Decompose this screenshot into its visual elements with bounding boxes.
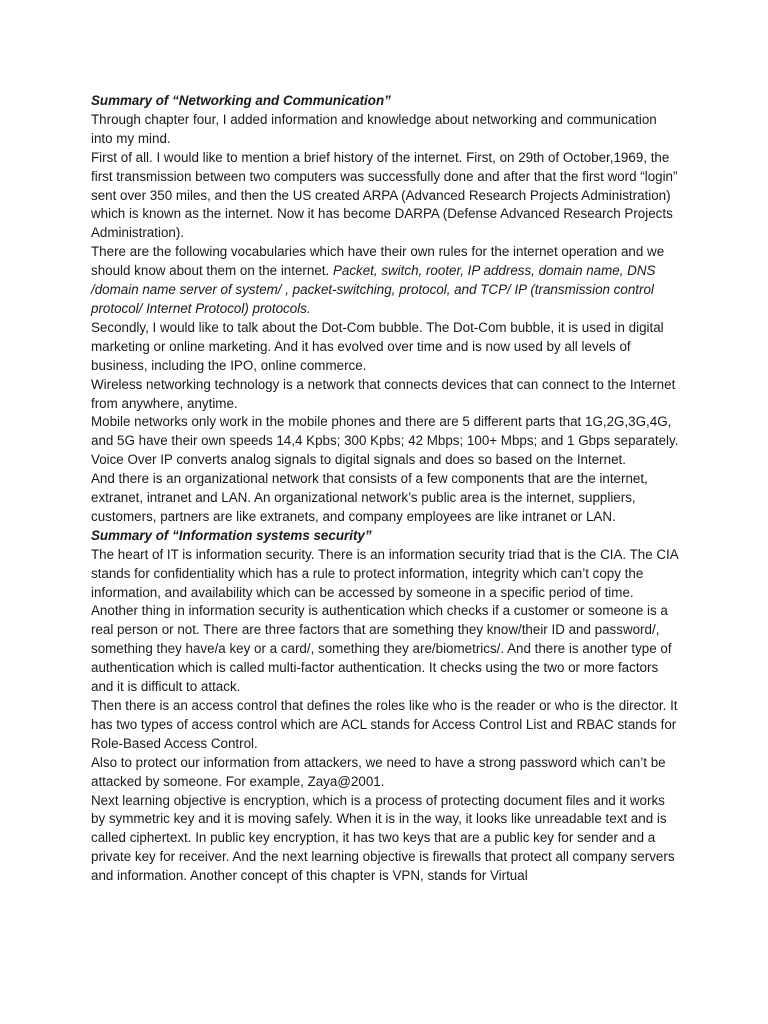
paragraph: Secondly, I would like to talk about the Dot-Com bubble. The Dot-Com bubble, it is used in digital marketing or online marketing. And it has evolved over time and is now used by all levels of business, including the IPO, online commerce.: [91, 319, 664, 373]
paragraph: Then there is an access control that defines the roles like who is the reader or who is the director. It has two types of access control which are ACL stands for Access Control List and RBAC stands for Role-Based Access Control.: [91, 698, 678, 751]
paragraph: Next learning objective is encryption, which is a process of protecting document files and it works by symmetric key and it is moving safely. When it is in the way, it looks like unreadable text and is called ciphertext. In public key encryption, it has two keys that are a public key for sender and a private key for receiver. And the next learning objective is firewalls that protect all company servers and information. Another concept of this chapter is VPN, stands for Virtual: [91, 792, 675, 884]
paragraph: First of all. I would like to mention a brief history of the internet. First, on 29th of October,1969, the first transmission between two computers was successfully done and after that the first word “login” sent over 350 miles, and then the US created ARPA (Advanced Research Projects Administration) which is known as the internet. Now it has become DARPA (Defense Advanced Research Projects Administration).: [91, 149, 678, 241]
section-heading-security: Summary of “Information systems security”: [91, 527, 372, 543]
paragraph: Also to protect our information from attackers, we need to have a strong password which can’t be attacked by someone. For example, Zaya@2001.: [91, 754, 666, 789]
paragraph-text: There are the following vocabularies which have their own rules for the internet operation and we should know about them on the internet.: [91, 244, 665, 279]
paragraph: Another thing in information security is authentication which checks if a customer or someone is a real person or not. There are three factors that are something they know/their ID and password/, something they have/a key or a card/, something they are/biometrics/. And there is another type of authentication which is called multi-factor authentication. It checks using the two or more factors and it is difficult to attack.: [91, 603, 672, 695]
paragraph: Through chapter four, I added information and knowledge about networking and communication into my mind.: [91, 111, 657, 146]
section-heading-networking: Summary of “Networking and Communication”: [91, 93, 391, 108]
paragraph: The heart of IT is information security. There is an information security triad that is the CIA. The CIA stands for confidentiality which has a rule to protect information, integrity which can’t copy the information, and availability which can be accessed by someone in a specific period of time.: [91, 546, 678, 600]
paragraph: Voice Over IP converts analog signals to digital signals and does so based on the Internet.: [91, 452, 626, 468]
paragraph-italic-terms: Packet, switch, rooter, IP address, domain name, DNS /domain name server of system/ , packet-switching, protocol, and TCP/ IP (transmission control protocol/ Internet Protocol) protocols.: [91, 263, 656, 316]
paragraph: And there is an organizational network that consists of a few components that are the internet, extranet, intranet and LAN. An organizational network’s public area is the internet, suppliers, customers, partners are like extranets, and company employees are like intranet or LAN.: [91, 471, 648, 524]
paragraph: Mobile networks only work in the mobile phones and there are 5 different parts that 1G,2G,3G,4G, and 5G have their own speeds 14,4 Kpbs; 300 Kpbs; 42 Mbps; 100+ Mbps; and 1 Gbps separately.: [91, 414, 679, 449]
paragraph-vocabularies: [91, 243, 680, 319]
paragraph: Wireless networking technology is a network that connects devices that can connect to the Internet from anywhere, anytime.: [91, 376, 676, 411]
